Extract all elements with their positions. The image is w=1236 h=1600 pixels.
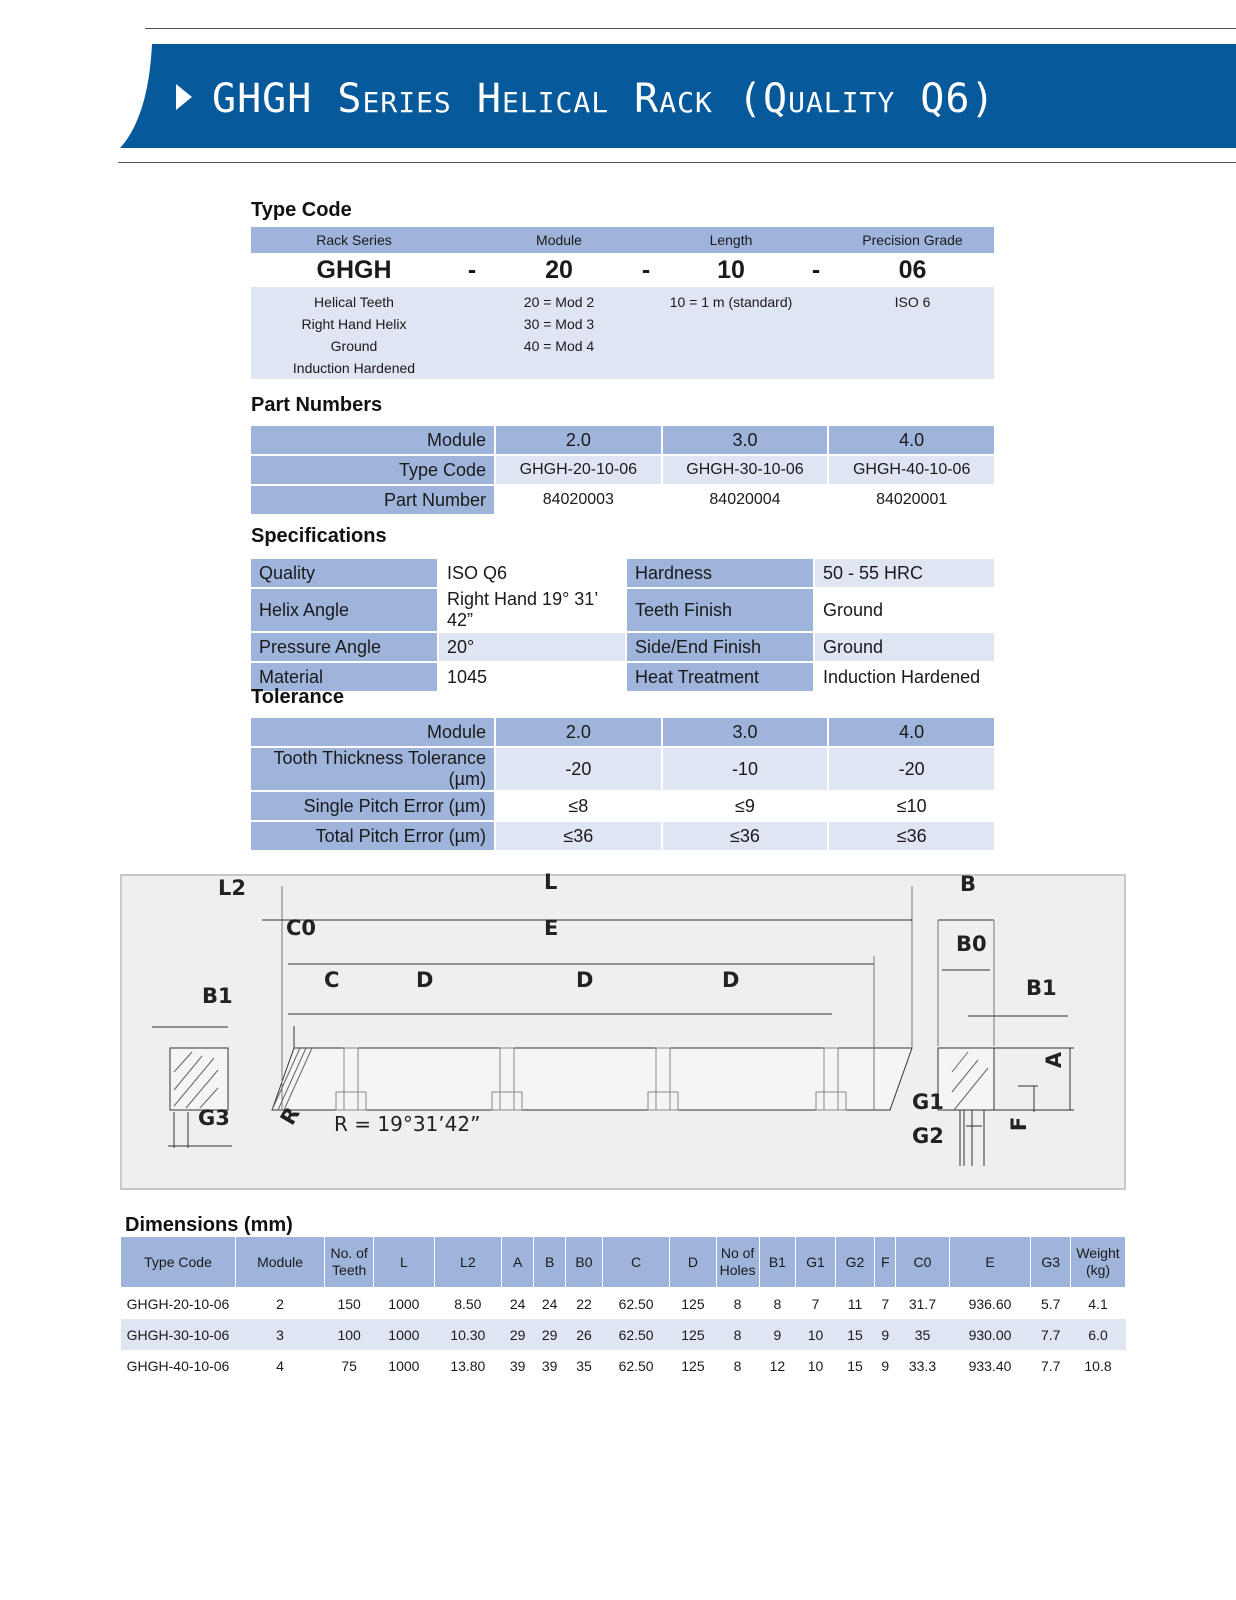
table-row xyxy=(250,425,995,455)
spec-label: Material xyxy=(250,662,438,692)
table-cell: 125 xyxy=(681,1357,705,1374)
table-cell: ≤36 xyxy=(828,821,995,851)
table-row xyxy=(250,717,995,747)
table-cell: 930.00 xyxy=(949,1319,1031,1350)
specifications-table xyxy=(249,557,996,693)
column-header: No of Holes xyxy=(716,1237,759,1288)
label-D: D xyxy=(576,968,594,992)
module-header: Module xyxy=(536,232,582,248)
type-code-block xyxy=(251,227,994,379)
length-header: Length xyxy=(709,232,753,248)
table-cell: 8 xyxy=(733,1295,742,1312)
table-cell: 24 xyxy=(541,1295,558,1312)
column-header: E xyxy=(949,1237,1031,1288)
table-cell: ≤8 xyxy=(495,791,662,821)
table-cell: 35 xyxy=(576,1357,592,1374)
bottom-banner-rule xyxy=(118,162,1236,163)
spec-label: Helix Angle xyxy=(250,588,438,632)
table-cell: 6.0 xyxy=(1071,1319,1126,1350)
tolerance-heading: Tolerance xyxy=(251,686,344,708)
column-header: B xyxy=(534,1237,566,1288)
row-label: Tooth Thickness Tolerance (µm) xyxy=(250,747,495,791)
table-cell: 8 xyxy=(733,1357,742,1374)
spec-value: Ground xyxy=(814,588,995,632)
table-cell: 9 xyxy=(759,1319,796,1350)
column-header: C xyxy=(602,1237,670,1288)
table-cell: -20 xyxy=(495,747,662,791)
type-code-description-row xyxy=(251,287,994,379)
table-row xyxy=(121,1350,1126,1381)
table-cell: 22 xyxy=(576,1295,592,1312)
table-cell: 33.3 xyxy=(908,1357,937,1374)
code-length: 10 xyxy=(717,255,745,284)
table-cell: 7.7 xyxy=(1040,1357,1061,1374)
table-cell: 2 xyxy=(276,1295,284,1312)
table-cell: 24 xyxy=(509,1295,526,1312)
type-code-heading: Type Code xyxy=(251,199,352,221)
row-label: Single Pitch Error (µm) xyxy=(250,791,495,821)
table-row xyxy=(250,485,995,515)
dimensions-heading: Dimensions (mm) xyxy=(125,1214,293,1236)
table-cell: GHGH-30-10-06 xyxy=(662,455,829,485)
table-row xyxy=(250,821,995,851)
table-cell: 84020001 xyxy=(828,485,995,515)
table-cell: 8.50 xyxy=(454,1295,482,1312)
column-header: L xyxy=(374,1237,434,1288)
column-header: G1 xyxy=(796,1237,836,1288)
table-cell: GHGH-40-10-06 xyxy=(126,1357,230,1374)
top-rule xyxy=(145,28,1236,29)
desc-line: 20 = Mod 2 xyxy=(523,294,595,310)
table-cell: 5.7 xyxy=(1040,1295,1061,1312)
table-cell: 35 xyxy=(896,1319,949,1350)
end-view-right xyxy=(938,1048,994,1110)
desc-line: 30 = Mod 3 xyxy=(523,316,595,332)
spec-label: Quality xyxy=(250,558,438,588)
table-cell: 125 xyxy=(670,1319,716,1350)
table-cell: 10.30 xyxy=(434,1319,502,1350)
table-row xyxy=(250,747,995,791)
code-grade: 06 xyxy=(898,255,927,284)
table-cell: 4.0 xyxy=(828,425,995,455)
label-B: B xyxy=(960,872,977,896)
table-cell: 936.60 xyxy=(968,1295,1012,1312)
title-prefix: GHGH xyxy=(212,76,313,122)
table-row xyxy=(250,558,995,588)
column-header: B0 xyxy=(566,1237,603,1288)
rack-series-header: Rack Series xyxy=(316,232,392,248)
table-cell: 3.0 xyxy=(662,717,829,747)
tolerance-table xyxy=(249,716,996,852)
table-cell: 100 xyxy=(325,1319,374,1350)
table-cell: 11 xyxy=(847,1295,863,1312)
table-cell: 62.50 xyxy=(618,1295,654,1312)
table-cell: 39 xyxy=(509,1357,526,1374)
table-cell: 4 xyxy=(276,1357,284,1374)
table-cell: 29 xyxy=(502,1319,534,1350)
table-cell: 1000 xyxy=(388,1357,420,1374)
table-cell: 4.0 xyxy=(828,717,995,747)
column-header: A xyxy=(502,1237,534,1288)
length-description xyxy=(661,287,801,379)
table-cell: 1000 xyxy=(374,1319,434,1350)
label-B1-left: B1 xyxy=(202,984,233,1008)
table-cell: 62.50 xyxy=(618,1357,654,1374)
table-cell: ≤36 xyxy=(662,821,829,851)
rack-drawing-svg xyxy=(122,876,1124,1188)
spec-value: ISO Q6 xyxy=(438,558,626,588)
table-cell: 8 xyxy=(716,1319,759,1350)
column-header: G3 xyxy=(1031,1237,1071,1288)
desc-line: Ground xyxy=(330,338,378,354)
code-module: 20 xyxy=(545,255,573,284)
label-A: A xyxy=(1042,1051,1067,1069)
label-L: L xyxy=(544,870,558,894)
table-row xyxy=(250,455,995,485)
rack-dimension-drawing xyxy=(120,870,1126,1190)
table-cell: 8 xyxy=(773,1295,782,1312)
label-D: D xyxy=(416,968,434,992)
desc-line: ISO 6 xyxy=(894,294,931,310)
table-cell: 2.0 xyxy=(495,717,662,747)
table-row xyxy=(121,1288,1126,1320)
row-label: Module xyxy=(250,425,495,455)
table-cell: GHGH-30-10-06 xyxy=(121,1319,236,1350)
code-series: GHGH xyxy=(316,255,392,284)
spec-label: Pressure Angle xyxy=(250,632,438,662)
series-description xyxy=(251,287,457,379)
table-cell: 3 xyxy=(236,1319,325,1350)
specifications-heading: Specifications xyxy=(251,525,387,547)
table-cell: GHGH-20-10-06 xyxy=(495,455,662,485)
precision-grade-header: Precision Grade xyxy=(862,232,963,248)
table-cell: GHGH-20-10-06 xyxy=(126,1295,230,1312)
code-dash: - xyxy=(641,255,651,284)
spec-label: Hardness xyxy=(626,558,814,588)
title-rest: Series Helical Rack (Quality Q6) xyxy=(337,76,996,122)
table-cell: 31.7 xyxy=(908,1295,937,1312)
table-cell: 9 xyxy=(881,1357,890,1374)
desc-line: Helical Teeth xyxy=(314,294,394,310)
table-cell: 3.0 xyxy=(662,425,829,455)
spec-value: 1045 xyxy=(438,662,626,692)
table-row xyxy=(250,662,995,692)
table-cell: 29 xyxy=(534,1319,566,1350)
spec-value: 50 - 55 HRC xyxy=(814,558,995,588)
table-cell: 7 xyxy=(881,1295,890,1312)
desc-line: Right Hand Helix xyxy=(301,316,407,332)
table-header-row xyxy=(121,1237,1126,1288)
type-code-header-row xyxy=(251,227,994,253)
table-cell: 84020003 xyxy=(495,485,662,515)
label-B0: B0 xyxy=(956,932,987,956)
table-cell: 84020004 xyxy=(662,485,829,515)
code-dash: - xyxy=(467,255,477,284)
spec-label: Teeth Finish xyxy=(626,588,814,632)
module-description xyxy=(487,287,631,379)
label-F: F xyxy=(1007,1116,1032,1132)
spec-value: Induction Hardened xyxy=(814,662,995,692)
column-header: L2 xyxy=(434,1237,502,1288)
table-cell: 125 xyxy=(681,1295,705,1312)
label-G2: G2 xyxy=(912,1124,944,1148)
table-cell: 26 xyxy=(566,1319,603,1350)
spec-label: Heat Treatment xyxy=(626,662,814,692)
helix-angle-note: R = 19°31’42” xyxy=(334,1112,481,1136)
label-L2: L2 xyxy=(218,876,246,900)
spec-label: Side/End Finish xyxy=(626,632,814,662)
column-header: F xyxy=(875,1237,896,1288)
label-D: D xyxy=(722,968,740,992)
desc-line: Induction Hardened xyxy=(292,360,416,376)
dimensions-table xyxy=(120,1236,1126,1381)
page-title xyxy=(178,76,996,122)
spec-value: 20° xyxy=(438,632,626,662)
column-header: C0 xyxy=(896,1237,949,1288)
table-cell: 4.1 xyxy=(1088,1295,1108,1312)
spec-value: Right Hand 19° 31’ 42” xyxy=(438,588,626,632)
table-cell: 10 xyxy=(807,1357,824,1374)
table-cell: ≤10 xyxy=(828,791,995,821)
label-B1-right: B1 xyxy=(1026,976,1057,1000)
label-G3: G3 xyxy=(198,1106,230,1130)
table-cell: 15 xyxy=(835,1319,875,1350)
column-header: D xyxy=(670,1237,716,1288)
table-cell: 62.50 xyxy=(602,1319,670,1350)
desc-line: 10 = 1 m (standard) xyxy=(669,294,793,310)
table-cell: 9 xyxy=(875,1319,896,1350)
table-row xyxy=(250,588,995,632)
table-cell: 933.40 xyxy=(968,1357,1012,1374)
table-cell: 75 xyxy=(341,1357,357,1374)
part-numbers-heading: Part Numbers xyxy=(251,394,383,416)
table-cell: 1000 xyxy=(388,1295,420,1312)
row-label: Module xyxy=(250,717,495,747)
table-cell: 7 xyxy=(811,1295,820,1312)
table-cell: 2.0 xyxy=(495,425,662,455)
table-cell: 13.80 xyxy=(450,1357,486,1374)
row-label: Type Code xyxy=(250,455,495,485)
label-C: C xyxy=(324,968,340,992)
part-numbers-table xyxy=(249,424,996,516)
table-cell: 10.8 xyxy=(1084,1357,1112,1374)
table-row xyxy=(250,791,995,821)
row-label: Total Pitch Error (µm) xyxy=(250,821,495,851)
label-C0: C0 xyxy=(286,916,317,940)
column-header: Module xyxy=(236,1237,325,1288)
table-cell: 150 xyxy=(337,1295,361,1312)
table-cell: GHGH-40-10-06 xyxy=(828,455,995,485)
code-dash: - xyxy=(811,255,821,284)
label-R: R xyxy=(275,1102,305,1130)
row-label: Part Number xyxy=(250,485,495,515)
label-G1: G1 xyxy=(912,1090,944,1114)
column-header: No. of Teeth xyxy=(325,1237,374,1288)
spec-value: Ground xyxy=(814,632,995,662)
table-cell: 12 xyxy=(769,1357,786,1374)
table-cell: ≤36 xyxy=(495,821,662,851)
column-header: B1 xyxy=(759,1237,796,1288)
table-cell: 15 xyxy=(847,1357,863,1374)
label-E: E xyxy=(544,916,559,940)
desc-line: 40 = Mod 4 xyxy=(523,338,595,354)
column-header: Weight (kg) xyxy=(1071,1237,1126,1288)
table-row xyxy=(250,632,995,662)
table-cell: 10 xyxy=(796,1319,836,1350)
table-cell: ≤9 xyxy=(662,791,829,821)
column-header: G2 xyxy=(835,1237,875,1288)
table-row xyxy=(121,1319,1126,1350)
grade-description xyxy=(831,287,994,379)
table-cell: -10 xyxy=(662,747,829,791)
table-cell: -20 xyxy=(828,747,995,791)
type-code-values-row xyxy=(251,253,994,287)
table-cell: 7.7 xyxy=(1031,1319,1071,1350)
table-cell: 39 xyxy=(541,1357,558,1374)
column-header: Type Code xyxy=(121,1237,236,1288)
